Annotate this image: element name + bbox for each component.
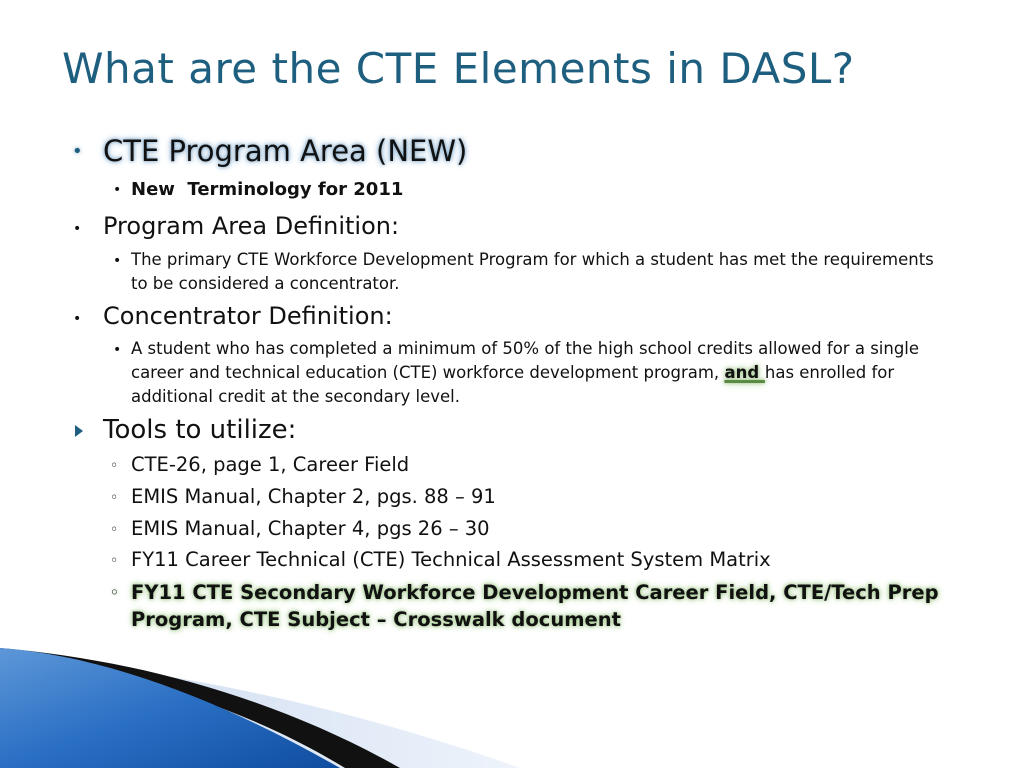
tools-heading: Tools to utilize:: [103, 415, 297, 445]
tool-item-4: FY11 Career Technical (CTE) Technical Assessment System Matrix: [131, 548, 771, 571]
bullet-dot-icon: •: [73, 221, 82, 237]
concentrator-and-emphasis: and: [724, 363, 765, 382]
bullet-dot-icon: •: [113, 182, 122, 198]
tool-item-5: FY11 CTE Secondary Workforce Development Career Field, CTE/Tech Prep Program, CTE Subject – Crosswalk document: [131, 581, 939, 631]
program-area-definition-text: The primary CTE Workforce Development Program for which a student has met the requirements to be considered a concentrator.: [131, 250, 934, 293]
concentrator-text-part-1: A student who has completed a minimum of 50% of the high school credits allowed for a single career and technical education (CTE) workforce development program,: [131, 339, 920, 382]
bullet-dot-icon: •: [72, 141, 83, 162]
tool-item-1: CTE-26, page 1, Career Field: [131, 453, 410, 476]
bullet-dot-icon: •: [113, 342, 122, 358]
hollow-circle-icon: ◦: [110, 458, 119, 474]
program-area-heading: CTE Program Area (NEW): [103, 134, 468, 168]
hollow-circle-icon: ◦: [110, 522, 119, 538]
program-area-definition-heading: Program Area Definition:: [103, 212, 400, 240]
bullet-dot-icon: •: [113, 253, 122, 269]
hollow-circle-icon: ◦: [110, 490, 119, 506]
hollow-circle-icon: ◦: [110, 553, 119, 569]
bullet-dot-icon: •: [73, 311, 82, 327]
concentrator-text-part-2: has enrolled for additional credit at the secondary level.: [131, 363, 895, 406]
hollow-circle-icon: ◦: [110, 585, 119, 601]
tool-item-2: EMIS Manual, Chapter 2, pgs. 88 – 91: [131, 485, 496, 508]
concentrator-definition-heading: Concentrator Definition:: [103, 302, 393, 330]
tool-item-3: EMIS Manual, Chapter 4, pgs 26 – 30: [131, 517, 490, 540]
new-terminology-text: New Terminology for 2011: [131, 179, 404, 200]
slide-title: What are the CTE Elements in DASL?: [62, 44, 855, 93]
